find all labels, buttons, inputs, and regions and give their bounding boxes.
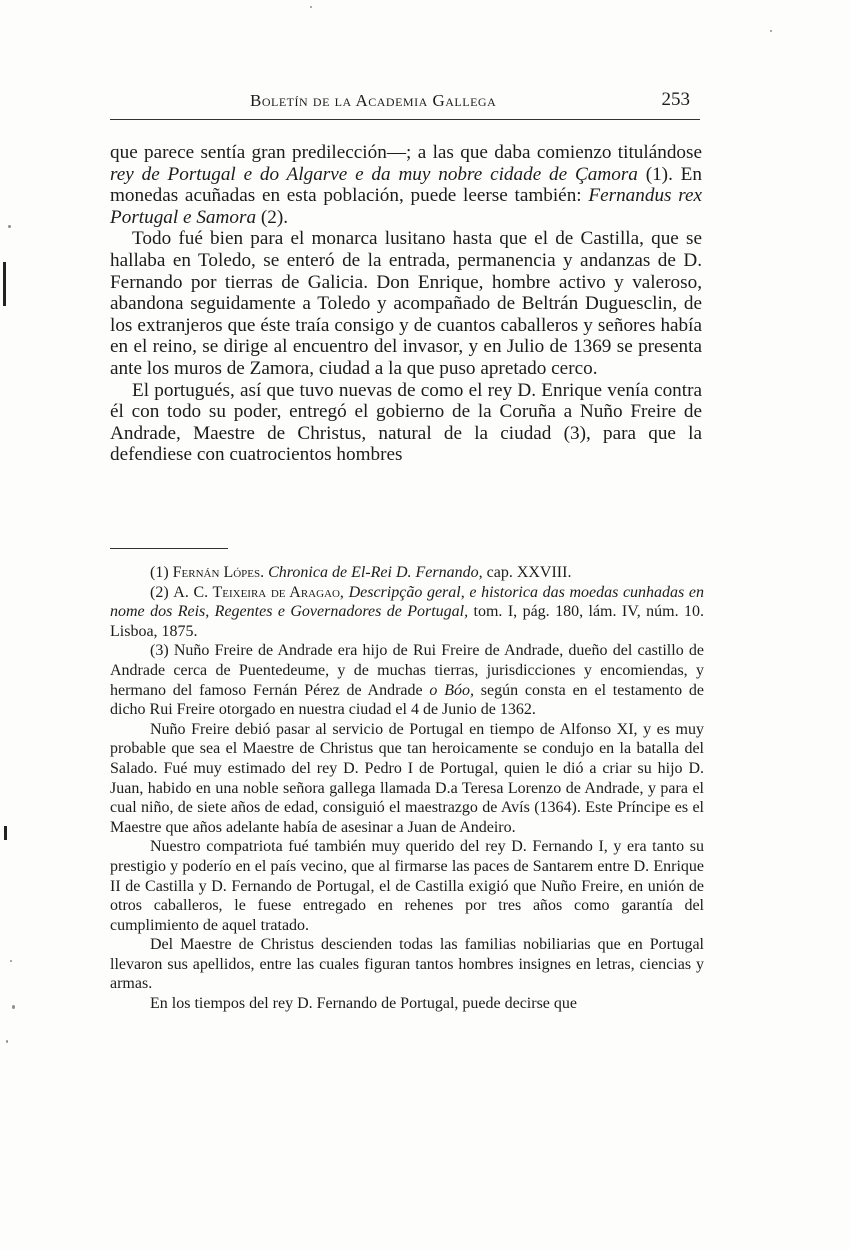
paragraph-1-text-c: (2). — [256, 206, 289, 228]
footnote-3-paragraph-5: En los tiempos del rey D. Fernando de Portugal, puede decirse que — [150, 995, 577, 1013]
paragraph-1-coin-inscription: Fernandus rex Portugal e Samora — [110, 185, 703, 228]
footnote-3-text-b: según consta en el testamento de dicho Rui Freire otorgado en nuestra ciudad el 4 de Junio de 1362. — [110, 681, 705, 719]
footnote-2-reference: tom. I, pág. 180, lám. IV, núm. 10. Lisboa, 1875. — [110, 603, 705, 640]
main-text — [110, 142, 702, 466]
scan-speck — [8, 225, 11, 228]
page-number: 253 — [661, 89, 690, 110]
footnote-3-number: (3) — [150, 642, 169, 660]
scan-speck — [10, 960, 12, 962]
running-title: Boletín de la Academia Gallega — [250, 91, 497, 110]
paragraph-1-italic-title: rey de Portugal e do Algarve e da muy nobre cidade de Çamora — [110, 163, 638, 185]
footnote-1-author: Fernán Lópes. — [172, 564, 265, 581]
scan-edge-mark — [3, 262, 6, 306]
footnote-3 — [110, 641, 704, 719]
footnote-1-reference: cap. XXVIII. — [482, 564, 572, 581]
header-rule — [110, 119, 700, 120]
footnote-1-title: Chronica de El-Rei D. Fernando, — [268, 564, 483, 581]
footnote-1-number: (1) — [150, 564, 169, 581]
footnote-2-number: (2) — [150, 583, 169, 601]
footnote-2-author: A. C. Teixeira de Aragao, — [173, 583, 344, 601]
running-header — [110, 86, 700, 122]
footnote-2-title: Descripção geral, e historica das moedas cunhadas en nome dos Reis, Regentes e Governadores de Portugal, — [110, 583, 704, 621]
footnote-2 — [110, 583, 704, 642]
scan-speck — [6, 1040, 8, 1043]
scan-speck — [12, 1005, 15, 1009]
paragraph-1-text-a: que parece sentía gran predilección—; a las que daba comienzo titulándose — [110, 142, 702, 163]
paragraph-1 — [110, 142, 702, 228]
paragraph-2: Todo fué bien para el monarca lusitano hasta que el de Castilla, que se hallaba en Toledo, se enteró de la entrada, permanencia y andanzas de D. Fernando por tierras de Galicia. Don Enrique, hombre activo y valeroso, abandona seguidamente a Toledo y acompañado de Beltrán Duguesclin, de los extranjeros que éste traía consigo y de cuantos caballeros y señores había en el reino, se dirige al encuentro del invasor, y en Julio de 1369 se presenta ante los muros de Zamora, ciudad a la que puso apretado cerco. — [110, 228, 702, 379]
footnote-3-text-a: Nuño Freire de Andrade era hijo de Rui Freire de Andrade, dueño del castillo de Andrade cerca de Puentedeume, y de muchas tierras, jurisdicciones y encomiendas, y hermano del famoso Fernán Pérez de Andrade — [110, 642, 705, 699]
scan-speck — [770, 30, 772, 32]
footnote-3-paragraph-4: Del Maestre de Christus descienden todas las familias nobiliarias que en Portugal llevaron sus apellidos, entre las cuales figuran tantos hombres insignes en letras, ciencias y armas. — [110, 936, 704, 993]
scan-edge-mark — [4, 826, 7, 840]
paragraph-1-text-b: (1). En monedas acuñadas en esta población, puede leerse también: — [110, 163, 702, 207]
paragraph-3: El portugués, así que tuvo nuevas de como el rey D. Enrique venía contra él con todo su poder, entregó el gobierno de la Coruña a Nuño Freire de Andrade, Maestre de Christus, natural de la ciudad (3), para que la defendiese con cuatrocientos hombres — [110, 379, 702, 466]
scan-speck — [310, 6, 312, 8]
footnotes — [110, 563, 704, 1014]
footnote-3-paragraph-3: Nuestro compatriota fué también muy querido del rey D. Fernando I, y era tanto su prestigio y poderío en el país vecino, que al firmarse las paces de Santarem entre D. Enrique II de Castilla y D. Fernando de Portugal, el de Castilla exigió que Nuño Freire, en unión de otros caballeros, le fuese entregado en rehenes por tres años como garantía del cumplimiento de aquel tratado. — [110, 838, 704, 934]
footnote-3-nickname: o Bóo, — [429, 681, 474, 699]
footnote-3-paragraph-2: Nuño Freire debió pasar al servicio de Portugal en tiempo de Alfonso XI, y es muy probable que sea el Maestre de Christus que tan heroicamente se condujo en la batalla del Salado. Fué muy estimado del rey D. Pedro I de Portugal, quien le dió a criar su hijo D. Juan, habido en una noble señora gallega llamada D.a Teresa Lorenzo de Andrade, y para el cual niño, de siete años de edad, consiguió el maestrazgo de Avís (1364). Este Príncipe es el Maestre que años adelante había de asesinar a Juan de Andeiro. — [110, 720, 704, 836]
footnote-rule — [110, 548, 228, 549]
footnote-1 — [110, 563, 704, 583]
